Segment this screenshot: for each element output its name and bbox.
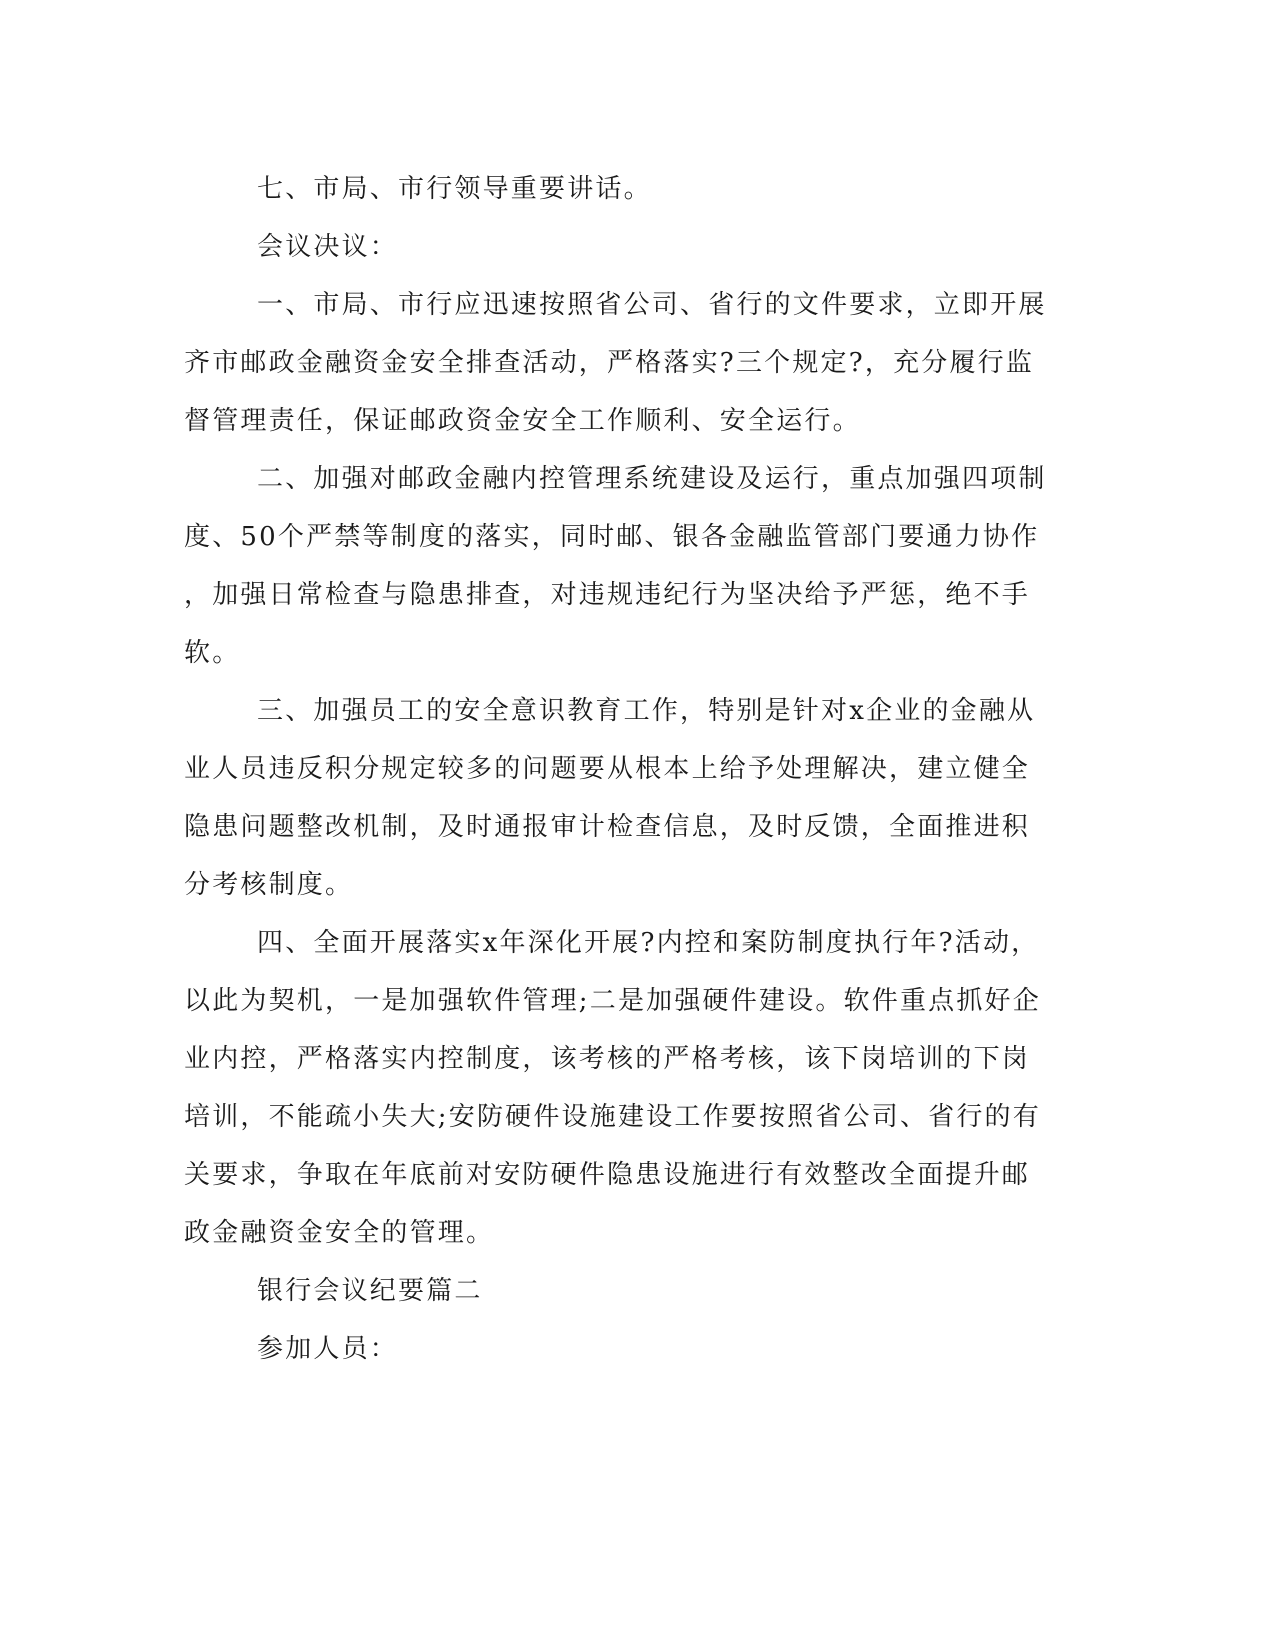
text-line: 会议决议： — [257, 232, 399, 262]
text-line: 关要求，争取在年底前对安防硬件隐患设施进行有效整改全面提升邮 — [184, 1160, 1031, 1190]
text-line: 业人员违反积分规定较多的问题要从根本上给予处理解决，建立健全 — [184, 754, 1031, 784]
text-line: 分考核制度。 — [184, 870, 354, 900]
text-line: 四、全面开展落实x年深化开展?内控和案防制度执行年?活动， — [257, 928, 1040, 958]
text-line: 度、50个严禁等制度的落实，同时邮、银各金融监管部门要通力协作 — [184, 522, 1040, 552]
text-line: 隐患问题整改机制，及时通报审计检查信息，及时反馈，全面推进积 — [184, 812, 1031, 842]
text-line: ，加强日常检查与隐患排查，对违规违纪行为坚决给予严惩，绝不手 — [184, 580, 1031, 610]
section-heading: 银行会议纪要篇二 — [257, 1276, 483, 1306]
text-line: 二、加强对邮政金融内控管理系统建设及运行，重点加强四项制 — [257, 464, 1047, 494]
text-line: 培训，不能疏小失大;安防硬件设施建设工作要按照省公司、省行的有 — [184, 1102, 1041, 1132]
text-line: 督管理责任，保证邮政资金安全工作顺利、安全运行。 — [184, 406, 861, 436]
text-line: 齐市邮政金融资金安全排查活动，严格落实?三个规定?，充分履行监 — [184, 348, 1035, 378]
text-line: 七、市局、市行领导重要讲话。 — [257, 174, 652, 204]
document-body — [184, 160, 1084, 1378]
text-line: 政金融资金安全的管理。 — [184, 1218, 495, 1248]
text-line: 参加人员： — [257, 1334, 399, 1364]
text-line: 三、加强员工的安全意识教育工作，特别是针对x企业的金融从 — [257, 696, 1036, 726]
text-line: 以此为契机，一是加强软件管理;二是加强硬件建设。软件重点抓好企 — [184, 986, 1041, 1016]
text-line: 软。 — [184, 638, 241, 668]
text-line: 业内控，严格落实内控制度，该考核的严格考核，该下岗培训的下岗 — [184, 1044, 1031, 1074]
text-line: 一、市局、市行应迅速按照省公司、省行的文件要求，立即开展 — [257, 290, 1047, 320]
